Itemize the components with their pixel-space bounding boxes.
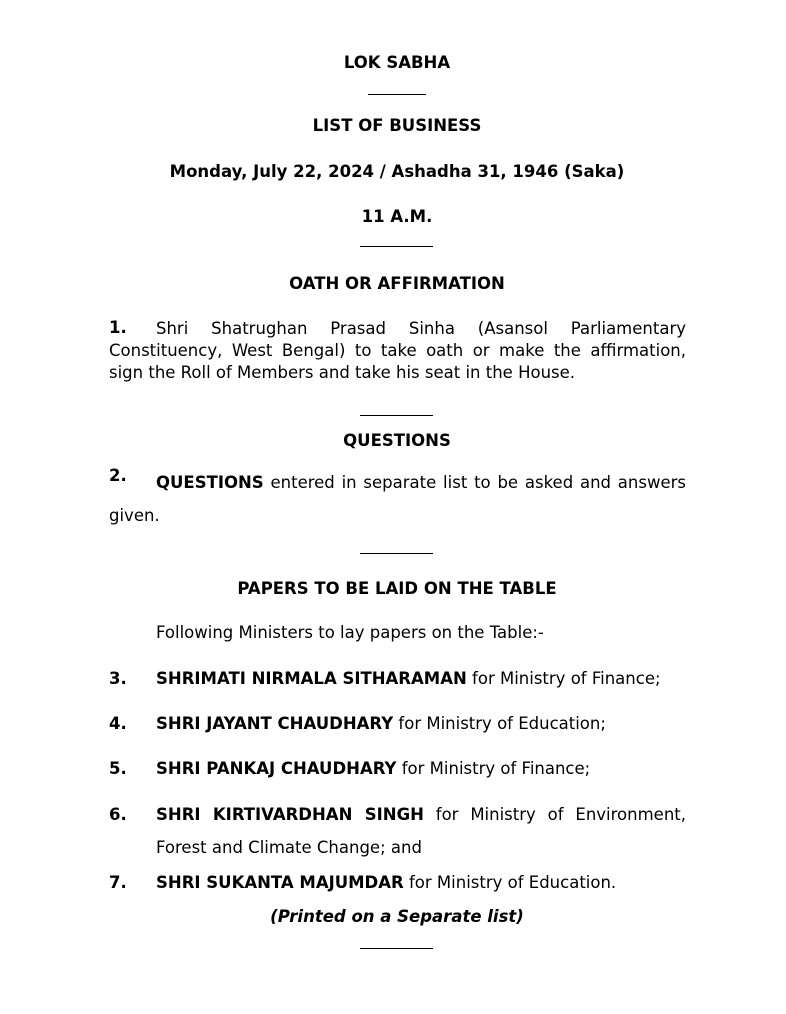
paper-item [156, 759, 590, 778]
paper-item-line-1 [156, 805, 686, 824]
minister-name: SHRI SUKANTA MAJUMDAR [156, 873, 404, 892]
house-name: LOK SABHA [343, 53, 451, 72]
sitting-date: Monday, July 22, 2024 / Ashadha 31, 1946 (Saka) [169, 162, 625, 181]
item-number: 4. [109, 714, 127, 733]
ministry-text: for Ministry of Education. [403, 873, 617, 892]
item-number: 5. [109, 759, 127, 778]
item-number: 3. [109, 669, 127, 688]
section-heading-oath: OATH OR AFFIRMATION [289, 274, 505, 293]
minister-name: SHRI KIRTIVARDHAN SINGH [156, 805, 424, 824]
paper-item [156, 714, 606, 733]
oath-line-3: sign the Roll of Members and take his seat in the House. [109, 363, 576, 382]
paper-item [156, 669, 661, 688]
document-title: LIST OF BUSINESS [312, 116, 482, 135]
paper-item-line-2: Forest and Climate Change; and [156, 838, 422, 857]
oath-line-2: Constituency, West Bengal) to take oath or make the affirmation, [109, 341, 686, 360]
questions-line-1-rest: entered in separate list to be asked and answers [263, 473, 686, 492]
ministry-text: for Ministry of Finance; [466, 669, 661, 688]
papers-intro: Following Ministers to lay papers on the Table:- [156, 623, 544, 642]
divider [360, 553, 433, 554]
paper-item [156, 873, 616, 892]
sitting-time: 11 A.M. [361, 207, 433, 226]
minister-name: SHRIMATI NIRMALA SITHARAMAN [156, 669, 467, 688]
ministry-text: for Ministry of Environment, [423, 805, 686, 824]
divider [360, 415, 433, 416]
ministry-text: for Ministry of Education; [393, 714, 606, 733]
minister-name: SHRI JAYANT CHAUDHARY [156, 714, 394, 733]
item-number: 1. [109, 318, 127, 337]
item-number: 7. [109, 873, 127, 892]
questions-line-1 [109, 466, 686, 499]
minister-name: SHRI PANKAJ CHAUDHARY [156, 759, 397, 778]
divider [360, 246, 433, 247]
oath-item-text [109, 318, 686, 384]
paper-item [156, 805, 686, 824]
questions-item-text [109, 466, 686, 532]
section-heading-papers: PAPERS TO BE LAID ON THE TABLE [237, 579, 557, 598]
divider [360, 948, 433, 949]
questions-bold-label: QUESTIONS [156, 473, 264, 492]
ministry-text: for Ministry of Finance; [396, 759, 591, 778]
questions-line-2: given. [109, 506, 160, 525]
section-heading-questions: QUESTIONS [343, 431, 451, 450]
divider [368, 94, 426, 95]
item-number: 2. [109, 466, 127, 485]
item-number: 6. [109, 805, 127, 824]
printed-note: (Printed on a Separate list) [270, 907, 524, 926]
oath-line-1: Shri Shatrughan Prasad Sinha (Asansol Parliamentary [156, 319, 686, 338]
